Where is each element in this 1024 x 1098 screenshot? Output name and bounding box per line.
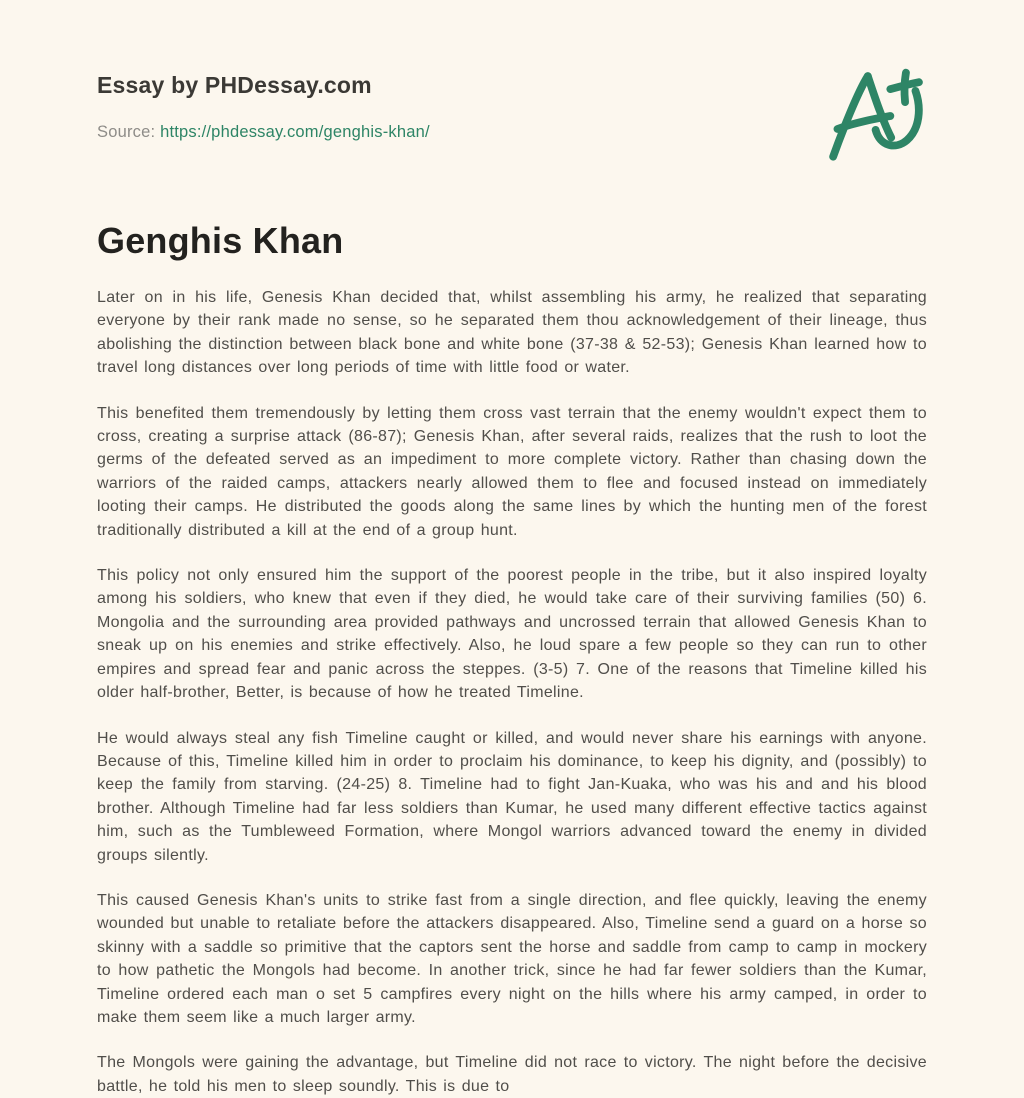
page-header	[97, 72, 927, 142]
essay-paragraph-5: This caused Genesis Khan's units to strike fast from a single direction, and flee quickly, leaving the enemy wounded but unable to retaliate before the attackers disappeared. Also, Timeline send a guard on a horse so skinny with a saddle so primitive that the captors sent the horse and saddle from camp to camp in mockery to how pathetic the Mongols had become. In another trick, since he had far fewer soldiers than the Kumar, Timeline ordered each man o set 5 campfires every night on the hills where his army camped, in order to make them seem like a much larger army.	[97, 891, 927, 1026]
essay-paragraph-2: This benefited them tremendously by letting them cross vast terrain that the enemy wouldn't expect them to cross, creating a surprise attack (86-87); Genesis Khan, after several raids, realizes that the rush to loot the germs of the defeated served as an impediment to more complete victory. Rather than chasing down the warriors of the raided camps, attackers nearly allowed them to flee and focused instead on immediately looting their camps. He distributed the goods along the same lines by which the hunting men of the forest traditionally distributed a kill at the end of a group hunt.	[97, 404, 927, 539]
essay-paragraph-6: The Mongols were gaining the advantage, but Timeline did not race to victory. The night before the decisive battle, he told his men to sleep soundly. This is due to	[97, 1054, 927, 1095]
essay-body	[97, 286, 927, 1098]
source-link[interactable]: https://phdessay.com/genghis-khan/	[160, 123, 430, 141]
essay-paragraph-1: Later on in his life, Genesis Khan decided that, whilst assembling his army, he realized that separating everyone by their rank made no sense, so he separated them thou acknowledgement of their lineage, thus abolishing the distinction between black bone and white bone (37-38 & 52-53); Genesis Khan learned how to travel long distances over long periods of time with little food or water.	[97, 289, 927, 377]
essay-paragraph-4: He would always steal any fish Timeline caught or killed, and would never share his earnings with anyone. Because of this, Timeline killed him in order to proclaim his dominance, to keep his dignity, and (possibly) to keep the family from starving. (24-25) 8. Timeline had to fight Jan-Kuaka, who was his and and his blood brother. Although Timeline had far less soldiers than Kumar, he used many different effective tactics against him, such as the Tumbleweed Formation, where Mongol warriors advanced toward the enemy in divided groups silently.	[97, 729, 927, 864]
essay-paragraph-3: This policy not only ensured him the support of the poorest people in the tribe, but it also inspired loyalty among his soldiers, who knew that even if they died, he would take care of their surviving families (50) 6. Mongolia and the surrounding area provided pathways and uncrossed terrain that allowed Genesis Khan to sneak up on his enemies and strike effectively. Also, he loud spare a few people so they can run to other empires and spread fear and panic across the steppes. (3-5) 7. One of the reasons that Timeline killed his older half-brother, Better, is because of how he treated Timeline.	[97, 567, 927, 702]
source-line	[97, 123, 927, 142]
essay-content	[97, 220, 927, 1098]
essay-title: Genghis Khan	[97, 220, 344, 261]
source-label: Source:	[97, 123, 156, 141]
phdessay-a-plus-logo-icon	[821, 68, 925, 164]
site-title: Essay by PHDessay.com	[97, 72, 372, 98]
